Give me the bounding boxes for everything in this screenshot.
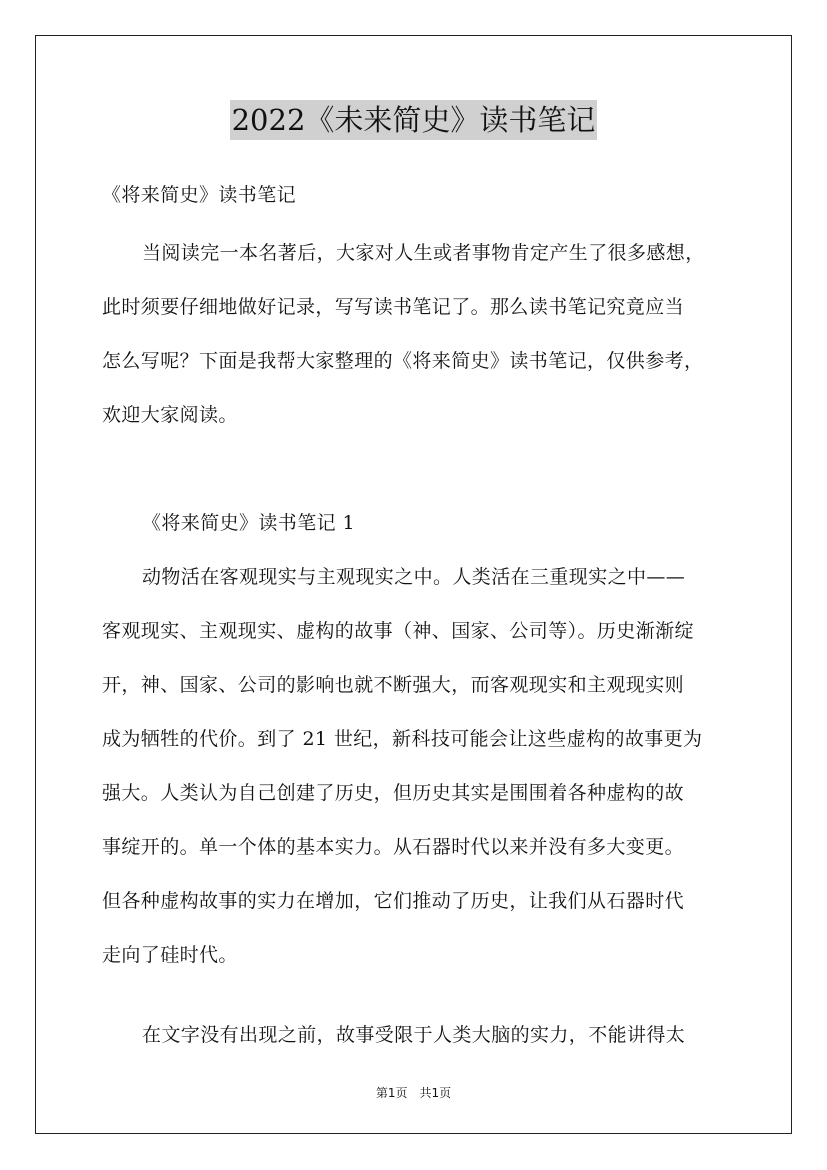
intro-line: 当阅读完一本名著后，大家对人生或者事物肯定产生了很多感想， — [142, 242, 705, 264]
body-line: 但各种虚构故事的实力在增加，它们推动了历史，让我们从石器时代 — [102, 890, 685, 912]
body-line: 强大。人类认为自己创建了历史，但历史其实是围围着各种虚构的故 — [102, 782, 685, 804]
document-title: 2022《未来简史》读书笔记 — [230, 100, 598, 140]
body-line: 在文字没有出现之前，故事受限于人类大脑的实力，不能讲得太 — [142, 1024, 686, 1046]
title-container — [0, 100, 827, 140]
body-line: 成为牺牲的代价。到了 21 世纪，新科技可能会让这些虚构的故事更为 — [102, 728, 703, 750]
body-line: 客观现实、主观现实、虚构的故事（神、国家、公司等）。历史渐渐绽 — [102, 620, 694, 642]
intro-line: 欢迎大家阅读。 — [102, 404, 238, 426]
document-subtitle: 《将来简史》读书笔记 — [102, 184, 297, 206]
body-line: 事绽开的。单一个体的基本实力。从石器时代以来并没有多大变更。 — [102, 836, 685, 858]
intro-line: 怎么写呢？下面是我帮大家整理的《将来简史》读书笔记，仅供参考， — [102, 350, 704, 372]
body-line: 走向了硅时代。 — [102, 944, 238, 966]
intro-line: 此时须要仔细地做好记录，写写读书笔记了。那么读书笔记究竟应当 — [102, 296, 685, 318]
section-heading: 《将来简史》读书笔记 1 — [142, 512, 355, 534]
body-line: 动物活在客观现实与主观现实之中。人类活在三重现实之中—— — [142, 566, 686, 588]
body-line: 开，神、国家、公司的影响也就不断强大，而客观现实和主观现实则 — [102, 674, 685, 696]
page-footer: 第1页 共1页 — [375, 1086, 452, 1100]
